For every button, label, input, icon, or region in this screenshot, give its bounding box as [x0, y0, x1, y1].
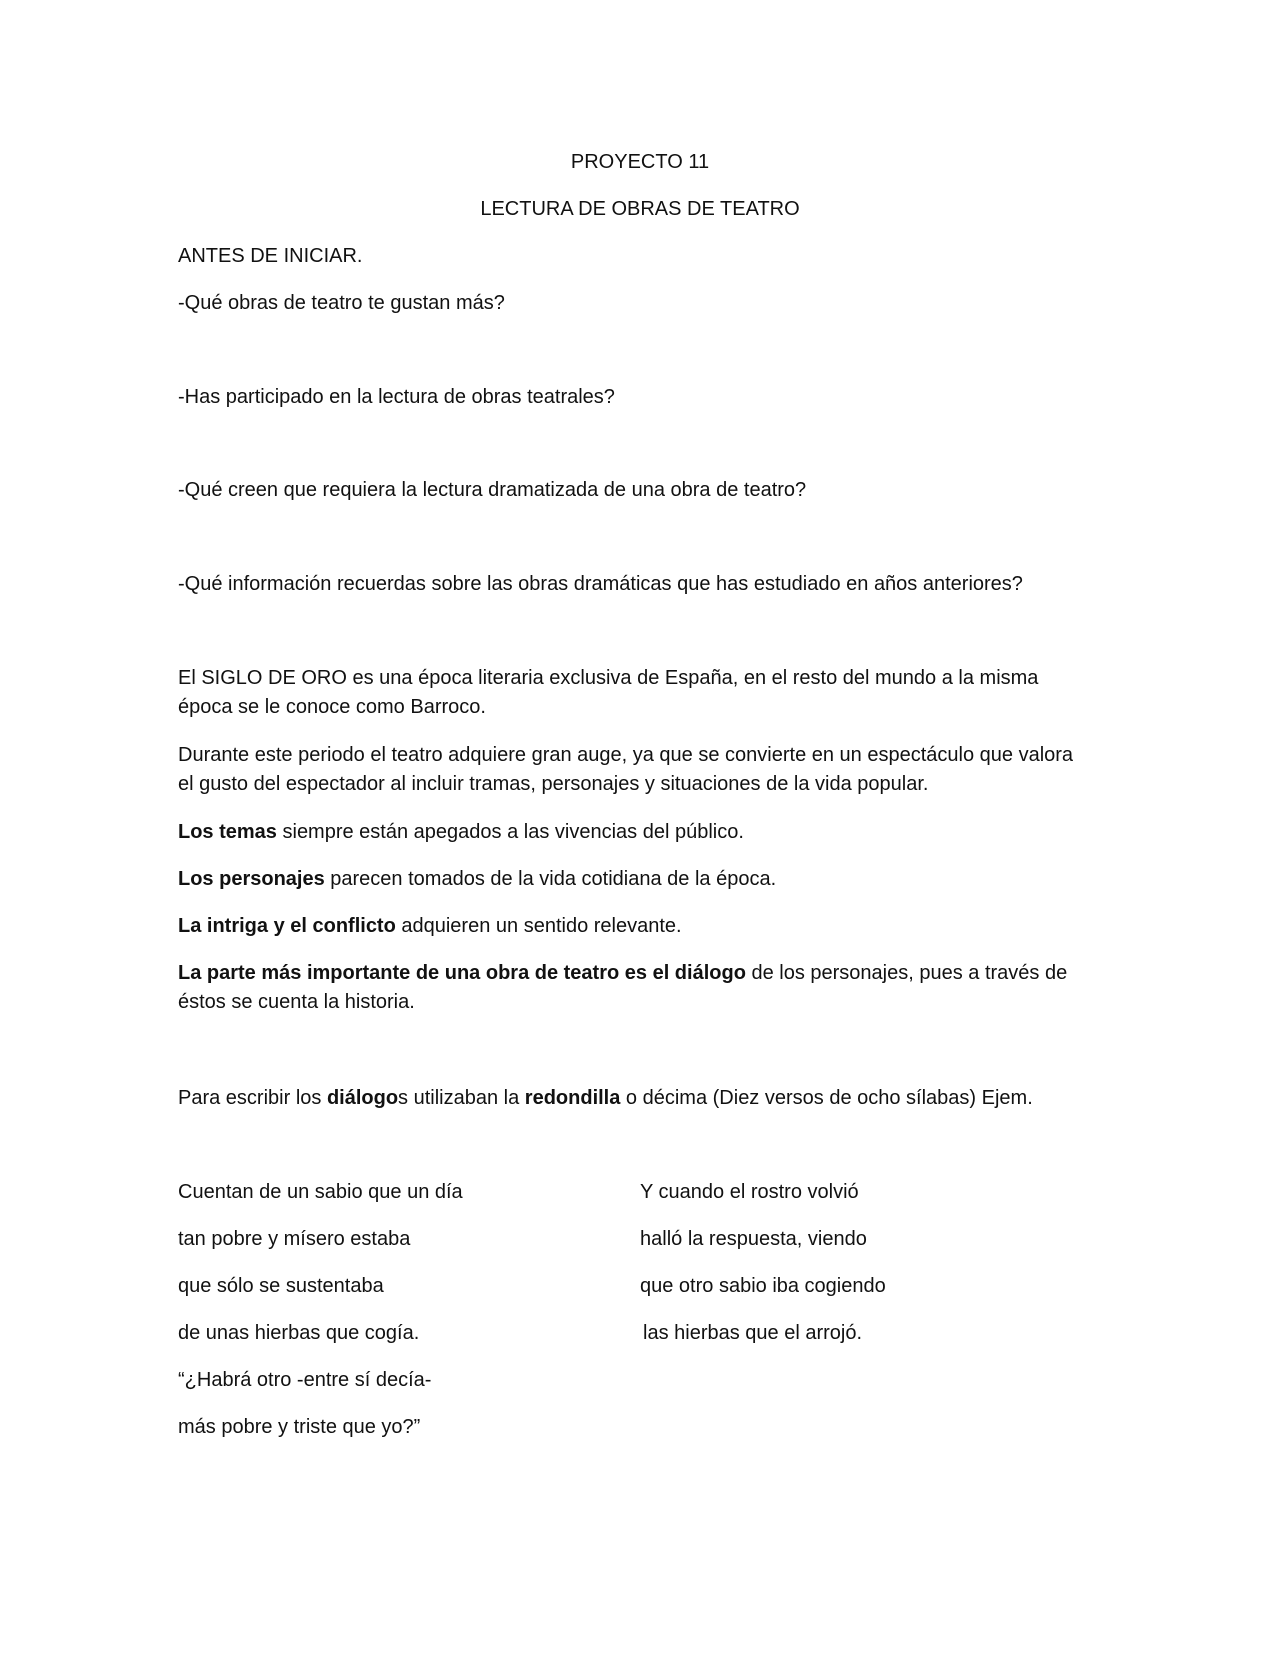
redondilla-text-1: Para escribir los: [178, 1087, 327, 1109]
personajes-rest: parecen tomados de la vida cotidiana de la época.: [324, 868, 777, 890]
redondilla-text-3: o décima (Diez versos de ocho sílabas) Ejem.: [620, 1087, 1033, 1109]
intro-heading: ANTES DE INICIAR.: [178, 245, 363, 267]
siglo-de-oro-paragraph: El SIGLO DE ORO es una época literaria exclusiva de España, en el resto del mundo a la misma época se le conoce como Barroco.: [178, 667, 1039, 718]
redondilla-text-2: s utilizaban la: [398, 1087, 525, 1109]
question-1: -Qué obras de teatro te gustan más?: [178, 292, 505, 314]
intriga-bold: La intriga y el conflicto: [178, 915, 396, 937]
dialogo-rest: de los personajes, pues a través de éstos se cuenta la historia.: [178, 962, 1068, 1013]
intriga-paragraph: [178, 912, 1093, 941]
poem-right-line-3: que otro sabio iba cogiendo: [640, 1275, 886, 1297]
poem-right-line-1: Y cuando el rostro volvió: [640, 1181, 859, 1203]
intriga-rest: adquieren un sentido relevante.: [395, 915, 682, 937]
page-subtitle: LECTURA DE OBRAS DE TEATRO: [480, 198, 800, 220]
poem-left-line-5: “¿Habrá otro -entre sí decía-: [178, 1369, 432, 1391]
poem-left-line-6: más pobre y triste que yo?”: [178, 1416, 421, 1438]
temas-rest: siempre están apegados a las vivencias del público.: [276, 821, 744, 843]
question-2: -Has participado en la lectura de obras teatrales?: [178, 386, 615, 408]
poem-right-line-2: halló la respuesta, viendo: [640, 1228, 867, 1250]
poem-left-line-3: que sólo se sustentaba: [178, 1275, 384, 1297]
question-4: -Qué información recuerdas sobre las obras dramáticas que has estudiado en años anteriores?: [178, 573, 1023, 595]
poem-left-line-1: Cuentan de un sabio que un día: [178, 1181, 463, 1203]
temas-paragraph: [178, 818, 1093, 847]
redondilla-bold-1: diálogo: [326, 1087, 399, 1109]
poem-right-line-4: las hierbas que el arrojó.: [643, 1322, 863, 1344]
page-title: PROYECTO 11: [570, 151, 710, 173]
poem-left-line-2: tan pobre y mísero estaba: [178, 1228, 411, 1250]
temas-bold: Los temas: [178, 821, 277, 843]
question-3: -Qué creen que requiera la lectura dramatizada de una obra de teatro?: [178, 479, 807, 501]
dialogo-paragraph: [178, 959, 1093, 1017]
dialogo-bold: La parte más importante de una obra de teatro es el diálogo: [178, 962, 746, 984]
redondilla-bold-2: redondilla: [524, 1087, 621, 1109]
personajes-bold: Los personajes: [178, 868, 325, 890]
durante-paragraph: Durante este periodo el teatro adquiere gran auge, ya que se convierte en un espectáculo que valora el gusto del espectador al incluir tramas, personajes y situaciones de la vida popular.: [178, 744, 1074, 795]
personajes-paragraph: [178, 865, 1093, 894]
poem-left-line-4: de unas hierbas que cogía.: [178, 1322, 420, 1344]
redondilla-paragraph: [178, 1084, 1033, 1113]
